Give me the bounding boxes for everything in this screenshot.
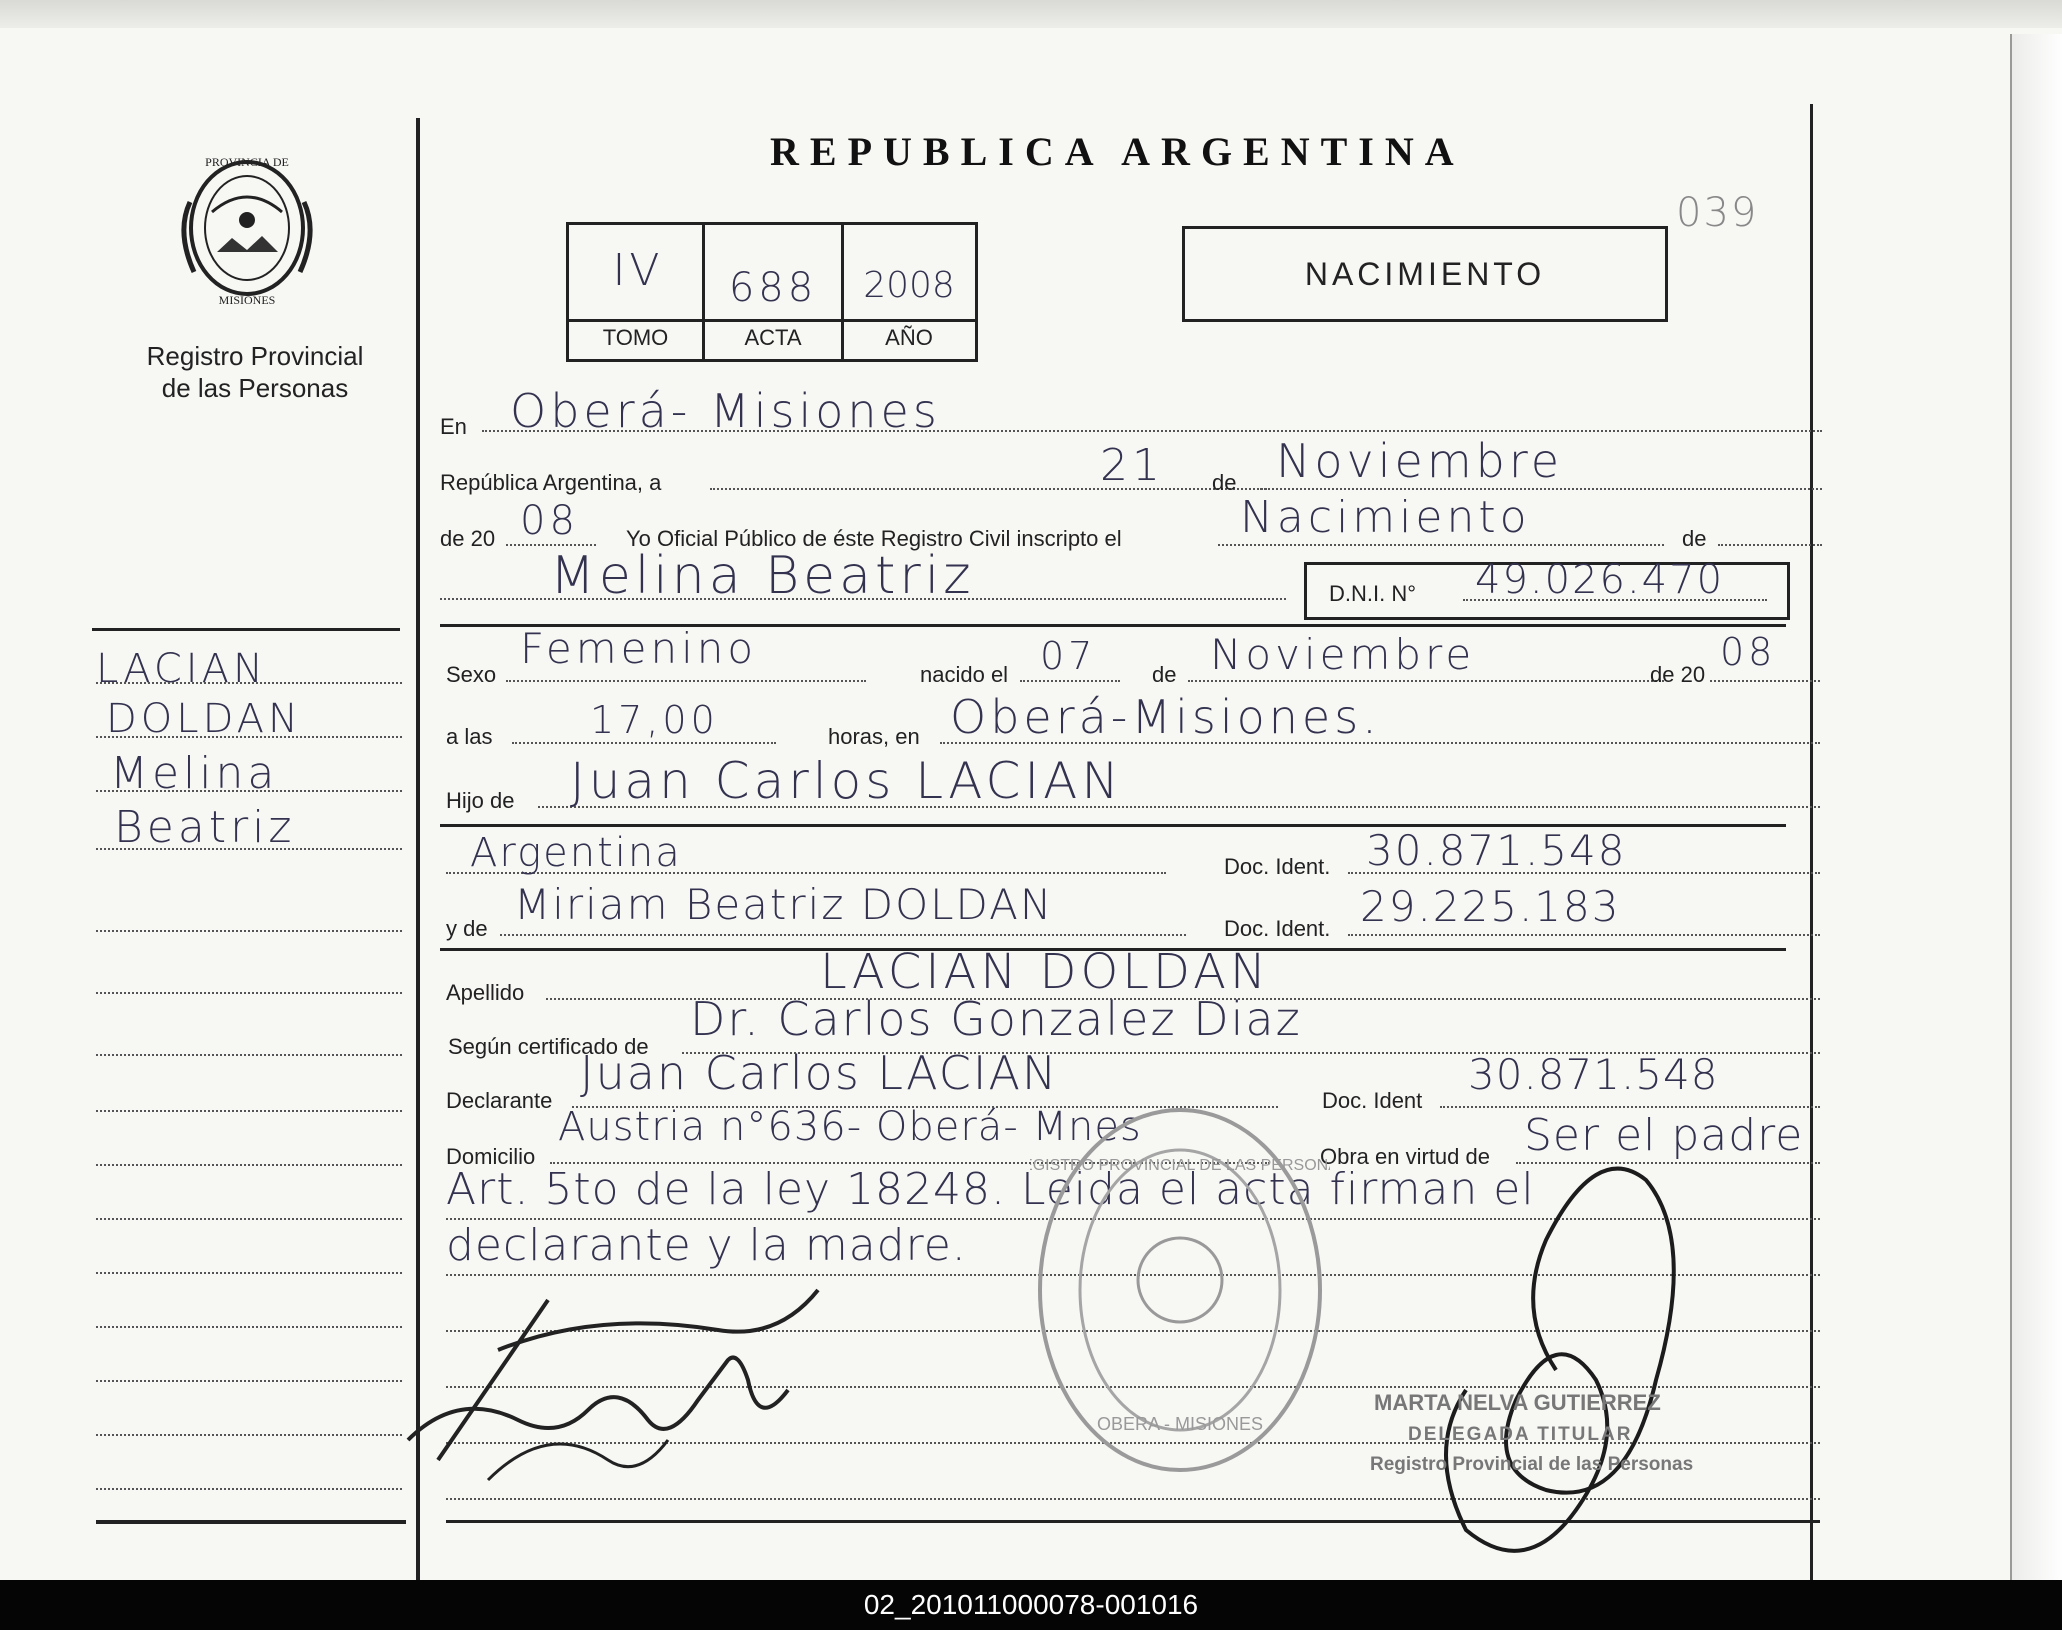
mother-value: Miriam Beatriz DOLDAN (514, 880, 1054, 929)
doc-label-1: Doc. Ident. (1224, 854, 1331, 879)
registry-name (110, 340, 400, 404)
registry-line-1: Registro Provincial (146, 341, 364, 371)
registry-line-2: de las Personas (161, 373, 349, 403)
sexo-value: Femenino (520, 624, 758, 673)
registry-round-seal (1030, 1100, 1330, 1480)
de-label-3: de (1152, 662, 1177, 687)
republica-label: República Argentina, a (440, 470, 662, 495)
father-nationality-value: Argentina (470, 830, 682, 876)
country-title: REPUBLICA ARGENTINA (770, 129, 1465, 174)
right-page-edge (2010, 34, 2062, 1580)
sexo-label: Sexo (446, 662, 497, 687)
birth-year-value: 08 (1720, 630, 1777, 674)
en-value: Oberá- Misiones (510, 384, 941, 438)
inscripto-value: Nacimiento (1240, 492, 1531, 543)
record-type: NACIMIENTO (1304, 256, 1546, 292)
nacido-label: nacido el (920, 662, 1009, 687)
officer-signature (1406, 1150, 1726, 1580)
hijo-label: Hijo de (446, 788, 515, 813)
de-2008-label: de 20 (1650, 662, 1706, 687)
de20-label: de 20 (440, 526, 496, 551)
de-label-2: de (1682, 526, 1707, 551)
record-type-box (1182, 226, 1668, 322)
seal-top-text: PROVINCIA DE (205, 155, 289, 169)
father-doc-value: 30.871.548 (1366, 826, 1627, 875)
certificado-value: Dr. Carlos Gonzalez Diaz (690, 992, 1302, 1046)
horas-label: horas, en (828, 724, 920, 749)
year-value: 08 (520, 498, 579, 544)
seal-ring-bottom: OBERA - MISIONES (1096, 1414, 1264, 1434)
father-value: Juan Carlos LACIAN (570, 752, 1123, 810)
alas-label: a las (446, 724, 493, 749)
domicilio-label: Domicilio (446, 1144, 536, 1169)
declarante-value: Juan Carlos LACIAN (580, 1046, 1059, 1100)
margin-index (96, 636, 402, 1536)
declarante-signature (398, 1270, 838, 1500)
officer-office: Registro Provincial de las Personas (1370, 1454, 1694, 1475)
declarante-label: Declarante (446, 1088, 553, 1113)
doc-label-2: Doc. Ident. (1224, 916, 1331, 941)
anio-label: AÑO (885, 325, 933, 350)
birth-day-value: 07 (1040, 634, 1097, 678)
dni-label: D.N.I. N° (1329, 581, 1417, 606)
acta-value: 688 (728, 265, 818, 311)
officer-name: MARTA NELVA GUTIERREZ (1374, 1390, 1661, 1415)
seal-bottom-text: MISIONES (218, 293, 276, 307)
month-value: Noviembre (1276, 434, 1564, 488)
de-label-1: de (1212, 470, 1237, 495)
dni-value: 49.026.470 (1475, 557, 1725, 603)
anio-value: 2008 (863, 265, 955, 306)
book-table (566, 222, 978, 362)
certificado-label: Según certificado de (448, 1034, 649, 1059)
margin-name-2: DOLDAN (106, 696, 302, 742)
day-value: 21 (1100, 440, 1164, 491)
oficial-label: Yo Oficial Público de éste Registro Civil inscripto el (626, 526, 1122, 551)
birth-month-value: Noviembre (1210, 630, 1476, 679)
apellido-label: Apellido (446, 980, 525, 1005)
margin-bottom-rule (96, 1520, 406, 1524)
yde-label: y de (446, 916, 488, 941)
obra-value: Ser el padre (1524, 1110, 1804, 1161)
notes-line-1: Art. 5to de la ley 18248. Leida el acta firman el (446, 1164, 1535, 1215)
margin-name-4: Beatriz (114, 802, 296, 853)
name-value: Melina Beatriz (550, 546, 975, 606)
acta-label: ACTA (744, 325, 802, 350)
notes-line-2: declarante y la madre. (446, 1220, 967, 1271)
tomo-value: IV (612, 245, 664, 296)
hour-value: 17,00 (590, 698, 719, 742)
declarante-doc-value: 30.871.548 (1468, 1050, 1719, 1099)
apellido-value: LACIAN DOLDAN (820, 944, 1270, 1000)
seal-ring-top: GISTRO PROVINCIAL DE LAS PERSON (1032, 1157, 1329, 1174)
divider-line-right (1810, 104, 1813, 1580)
en-label: En (440, 414, 467, 439)
mother-doc-value: 29.225.183 (1360, 882, 1621, 931)
doc-label-3: Doc. Ident (1322, 1088, 1423, 1113)
image-id-caption: 02_201011000078-001016 (863, 1589, 1199, 1620)
birth-place-value: Oberá-Misiones. (950, 690, 1381, 744)
obra-label: Obra en virtud de (1320, 1144, 1490, 1169)
officer-role: DELEGADA TITULAR (1408, 1424, 1633, 1445)
dni-box (1304, 557, 1790, 620)
margin-name-1: LACIAN (96, 646, 267, 692)
margin-top-rule (92, 628, 400, 631)
tomo-label: TOMO (602, 325, 669, 350)
misiones-seal (172, 142, 322, 314)
margin-name-3: Melina (110, 748, 279, 799)
page-number: 039 (1676, 190, 1759, 236)
domicilio-value: Austria n°636- Oberá- Mnes (558, 1104, 1142, 1150)
